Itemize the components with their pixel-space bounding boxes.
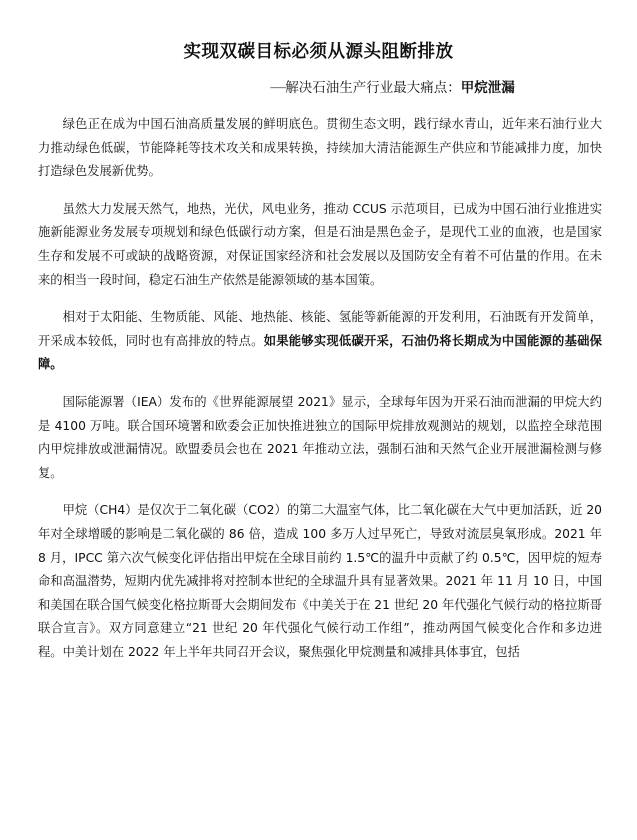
- paragraph-text: 国际能源署（IEA）发布的《世界能源展望 2021》显示，全球每年因为开采石油而泄漏的甲烷大约是 4100 万吨。联合国环境署和欧委会正加快推进独立的国际甲烷排放观测站的规划，以监控全球范围内甲烷排放或泄漏情况。欧盟委员会也在 2021 年推动立法，强制石油和天然气企业开展泄漏检测与修复。: [38, 394, 602, 480]
- document-subtitle: [270, 78, 600, 98]
- subtitle-dash-line: ----------: [270, 84, 286, 92]
- paragraph: [38, 391, 602, 485]
- paragraph-bold-text: 如果能够实现低碳开采，石油仍将长期成为中国能源的基础保障。: [38, 333, 602, 372]
- paragraph: [38, 499, 602, 664]
- paragraph-text: 相对于太阳能、生物质能、风能、地热能、核能、氢能等新能源的开发利用，石油既有开发简单，开采成本较低，同时也有高排放的特点。: [38, 310, 602, 348]
- subtitle-emphasis: 甲烷泄漏: [460, 80, 515, 96]
- document-title: 实现双碳目标必须从源头阻断排放: [183, 42, 454, 62]
- paragraph: [38, 306, 602, 377]
- paragraph: [38, 198, 602, 292]
- paragraph-text: 甲烷（CH4）是仅次于二氧化碳（CO2）的第二大温室气体，比二氧化碳在大气中更加活跃，近 20 年对全球增暖的影响是二氧化碳的 86 倍，造成 100 多万人过早死亡，导致对流层臭氧形成。2021 年 8 月，IPCC 第六次气候变化评估指出甲烷在全球目前约 1.5℃的温升中贡献了约 0.5℃，因甲烷的短寿命和高温潜势，短期内优先减排将对控制本世纪的全球温升具有显著效果。2021 年 11 月 10 日，中国和美国在联合国气候变化格拉斯哥大会期间发布《中美关于在 21 世纪 20 年代强化气候行动的格拉斯哥联合宣言》。双方同意建立“21 世纪 20 年代强化气候行动工作组”，推动两国气候变化合作和多边进程。中美计划在 2022 年上半年共同召开会议，聚焦强化甲烷测量和减排具体事宜，包括: [38, 503, 602, 659]
- subtitle-text: 解决石油生产行业最大痛点：: [285, 80, 461, 96]
- document-body: [38, 113, 602, 678]
- paragraph: [38, 113, 602, 184]
- paragraph-text: 绿色正在成为中国石油高质量发展的鲜明底色。贯彻生态文明，践行绿水青山，近年来石油行业大力推动绿色低碳，节能降耗等技术攻关和成果转换，持续加大清洁能源生产供应和节能减排力度，加快打造绿色发展新优势。: [38, 117, 602, 179]
- paragraph-text: 虽然大力发展天然气，地热，光伏，风电业务，推动 CCUS 示范项目，已成为中国石油行业推进实施新能源业务发展专项规划和绿色低碳行动方案，但是石油是黑色金子，是现代工业的血液，也是国家生存和发展不可或缺的战略资源，对保证国家经济和社会发展以及国防安全有着不可估量的作用。在未来的相当一段时间，稳定石油生产依然是能源领域的基本国策。: [38, 201, 602, 287]
